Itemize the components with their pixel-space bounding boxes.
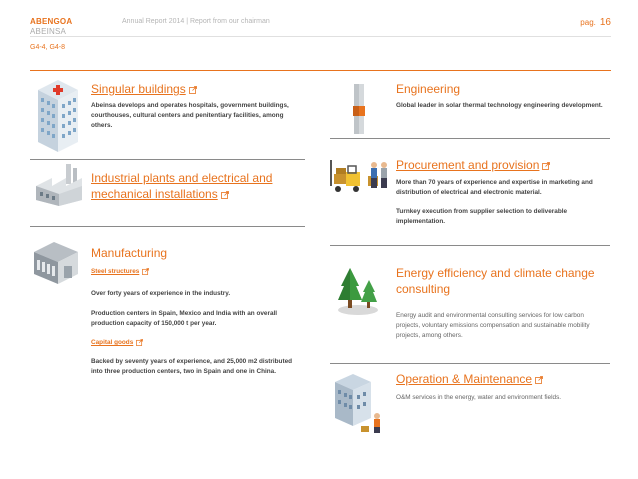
procurement-text2: Turnkey execution from supplier selection to deliverable implementation. [396, 208, 568, 225]
gri-codes: G4-4, G4-8 [30, 44, 66, 51]
external-link-icon[interactable] [142, 268, 149, 275]
operation-maintenance-link[interactable]: Operation & Maintenance [396, 372, 533, 386]
trees-icon [335, 266, 381, 316]
header-divider [30, 36, 611, 37]
procurement-text1: More than 70 years of experience and expertise in marketing and distribution of electrical and electronic material. [396, 179, 593, 196]
forklift-workers-icon [328, 158, 390, 198]
capital-goods-label[interactable]: Capital goods [91, 339, 134, 347]
singular-buildings-link[interactable]: Singular buildings [91, 82, 186, 96]
manufacturing-title: Manufacturing [91, 246, 168, 260]
steel-structures-link[interactable] [91, 268, 149, 275]
external-link-icon[interactable] [542, 162, 550, 170]
page-number [580, 17, 611, 28]
page-number-value: 16 [599, 17, 611, 28]
section-divider [330, 245, 610, 246]
solar-tower-icon [347, 80, 371, 136]
industrial-plants-title[interactable] [91, 170, 306, 202]
section-divider [330, 138, 610, 139]
external-link-icon[interactable] [221, 191, 229, 199]
steel-structures-text2: Production centers in Spain, Mexico and India with an overall production capacity of 150,000 t per year. [91, 310, 278, 327]
engineering-description: Global leader in solar thermal technology engineering development. [396, 102, 603, 109]
capital-goods-text: Backed by seventy years of experience, and 25,000 m2 distributed into three production centers, two in Spain and one in China. [91, 358, 293, 375]
external-link-icon[interactable] [136, 339, 143, 346]
procurement-link[interactable]: Procurement and provision [396, 158, 540, 172]
energy-efficiency-title-line2: consulting [396, 282, 451, 296]
steel-structures-text1: Over forty years of experience in the industry. [91, 290, 231, 297]
office-maintenance-icon [331, 370, 389, 434]
steel-structures-label[interactable]: Steel structures [91, 268, 140, 276]
energy-efficiency-title [396, 265, 611, 297]
energy-efficiency-title-line1: Energy efficiency and climate change [396, 266, 595, 280]
hospital-building-icon [32, 76, 82, 156]
brand-name: ABENGOA [30, 17, 73, 26]
section-divider [30, 226, 305, 227]
engineering-title: Engineering [396, 82, 461, 96]
section-divider [330, 363, 610, 364]
capital-goods-link[interactable] [91, 339, 143, 346]
external-link-icon[interactable] [535, 376, 543, 384]
page-label: pag. [580, 18, 596, 27]
section-rule [30, 70, 611, 71]
procurement-title[interactable] [396, 157, 550, 173]
operation-maintenance-title[interactable] [396, 371, 543, 387]
external-link-icon[interactable] [189, 86, 197, 94]
report-title: Annual Report 2014 | Report from our chairman [122, 18, 270, 25]
singular-buildings-title[interactable] [91, 81, 197, 97]
industrial-plants-link-line2[interactable]: mechanical installations [91, 187, 218, 201]
factory-icon [32, 160, 86, 208]
industrial-plants-link-line1[interactable]: Industrial plants and electrical and [91, 171, 273, 185]
warehouse-icon [30, 238, 82, 286]
energy-efficiency-description: Energy audit and environmental consulting services for low carbon projects, voluntary emissions compensation and sustainable mobility projects, among others. [396, 312, 590, 339]
singular-buildings-description: Abeinsa develops and operates hospitals, government buildings, courthouses, cultural centers and penitentiary facilities, among others. [91, 102, 289, 129]
sub-brand-name: ABEINSA [30, 27, 67, 36]
operation-maintenance-description: O&M services in the energy, water and environment fields. [396, 394, 562, 401]
